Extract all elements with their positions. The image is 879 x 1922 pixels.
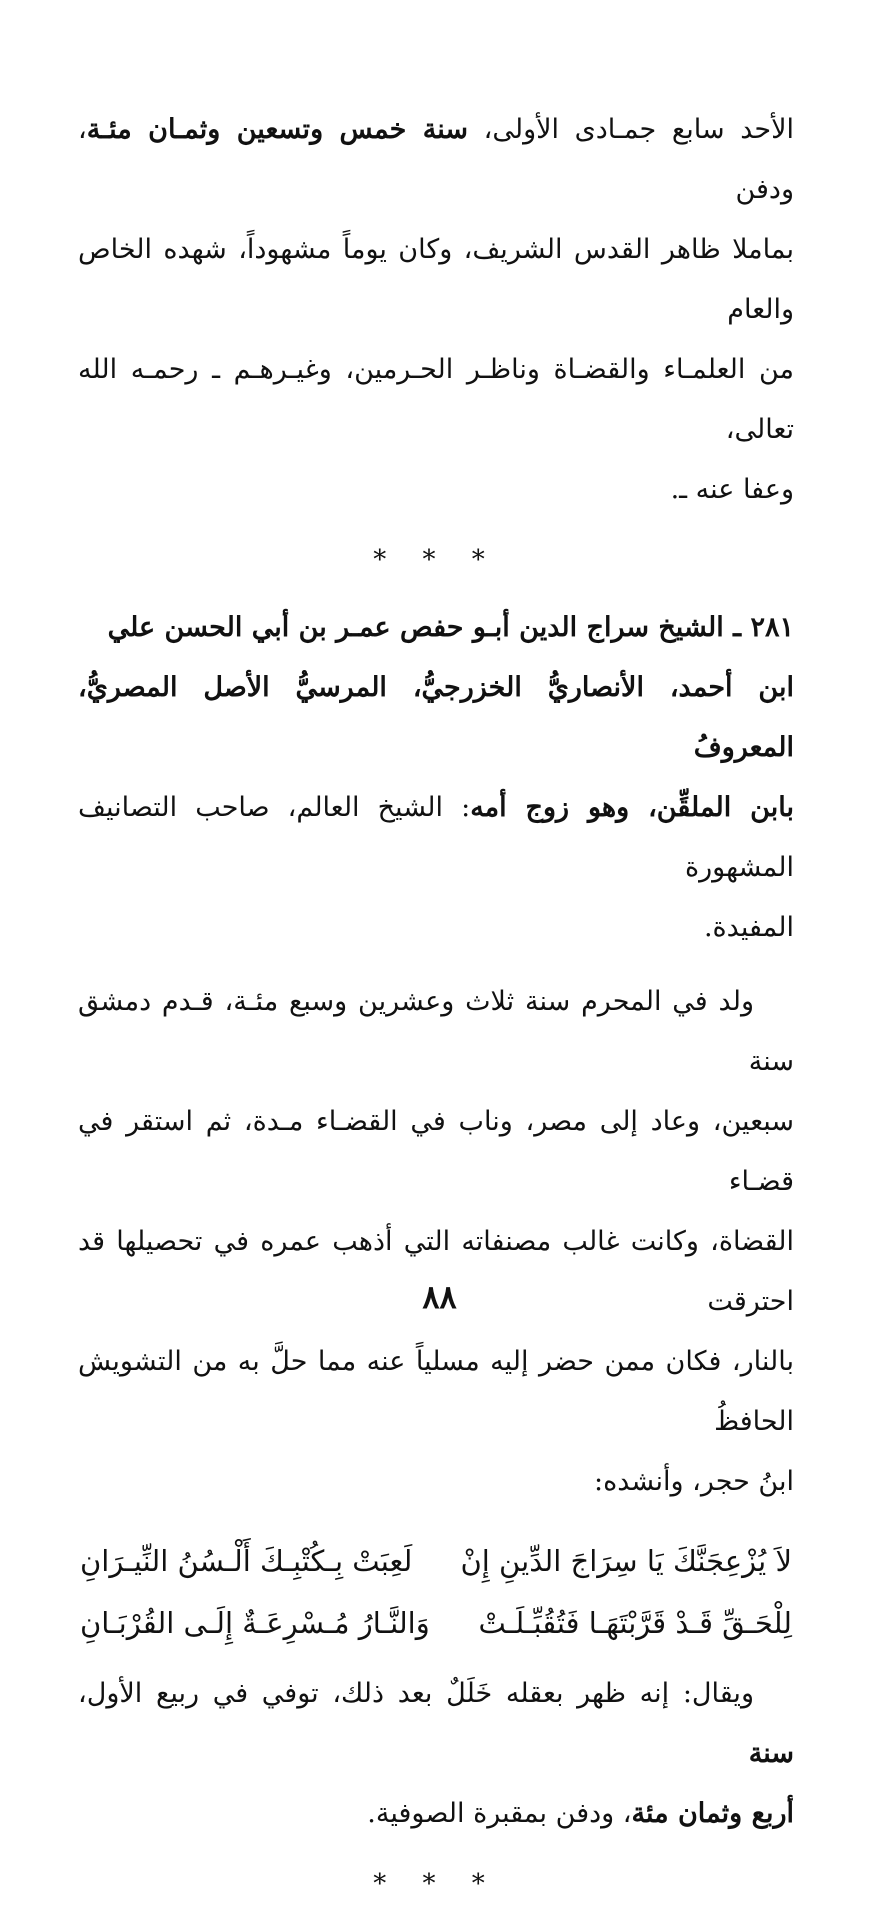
- biography-entry: [78, 598, 794, 958]
- text-line: ولد في المحرم سنة ثلاث وعشرين وسبع مئـة، قـدم دمشق سنة: [78, 986, 794, 1077]
- text-line: ويقال: إنه ظهر بعقله خَلَلٌ بعد ذلك، توفي في ربيع الأول،: [78, 1678, 754, 1709]
- hemistich-second: لَعِبَتْ بِـكُتْبِـكَ أَلْـسُنُ النِّيـرَانِ: [80, 1544, 413, 1578]
- bold-date: سنة خمس وتسعين وثمـان مئـة: [86, 114, 468, 145]
- text-line: : الشيخ العالم، صاحب التصانيف المشهورة: [78, 792, 794, 883]
- text-line: القضاة، وكانت غالب مصنفاته التي أذهب عمره في تحصيلها قد احترقت: [78, 1226, 794, 1317]
- hemistich-first: لِلْحَـقِّ قَـدْ قَرَّبْتَهَـا فَتُقُبِّـلَـتْ: [478, 1606, 792, 1640]
- paragraph-death: [78, 1664, 794, 1844]
- section-divider: * * *: [373, 1869, 499, 1899]
- paragraph-burial: [78, 100, 794, 520]
- entry-heading: بابن الملقِّن، وهو زوج أمه: [470, 792, 794, 823]
- text-line: بالنار، فكان ممن حضر إليه مسلياً عنه مما حلَّ به من التشويش الحافظُ: [78, 1346, 794, 1437]
- page-number: ٨٨: [422, 1278, 457, 1316]
- text-line: الأحد سابع جمـادى الأولى،: [467, 114, 794, 145]
- verse-line: [78, 1530, 794, 1592]
- section-divider: * * *: [373, 545, 499, 575]
- poem-verse: [78, 1530, 794, 1654]
- bold-date: سنة: [748, 1738, 794, 1769]
- text-line: ابنُ حجر، وأنشده:: [593, 1466, 794, 1497]
- hemistich-first: لاَ يُزْعِجَنَّكَ يَا سِرَاجَ الدِّينِ إِنْ: [460, 1544, 792, 1578]
- hemistich-second: وَالنَّـارُ مُـسْرِعَـةٌ إِلَـى القُرْبَـانِ: [80, 1606, 430, 1640]
- verse-line: [78, 1592, 794, 1654]
- text-line: المفيدة.: [703, 912, 794, 943]
- entry-heading: ٢٨١ ـ الشيخ سراج الدين أبـو حفص عمـر بن أبي الحسن علي: [107, 612, 794, 643]
- text-line: سبعين، وعاد إلى مصر، وناب في القضـاء مـدة، ثم استقر في قضـاء: [78, 1106, 794, 1197]
- bold-date: أربع وثمان مئة: [631, 1798, 794, 1829]
- text-line: من العلمـاء والقضـاة وناظـر الحـرمين، وغيـرهـم ـ رحمـه الله تعالى،: [78, 354, 794, 445]
- page-body: [78, 100, 794, 1922]
- text-line: بماملا ظاهر القدس الشريف، وكان يوماً مشهوداً، شهده الخاص والعام: [78, 234, 794, 325]
- text-line: ، ودفن بمقبرة الصوفية.: [367, 1798, 632, 1829]
- paragraph-birth: [78, 972, 794, 1512]
- entry-heading: ابن أحمد، الأنصاريُّ الخزرجيُّ، المرسيُّ الأصل المصريُّ، المعروفُ: [78, 672, 794, 763]
- text-line: وعفا عنه ـ.: [670, 474, 794, 505]
- text-line: ، ودفن: [78, 114, 794, 205]
